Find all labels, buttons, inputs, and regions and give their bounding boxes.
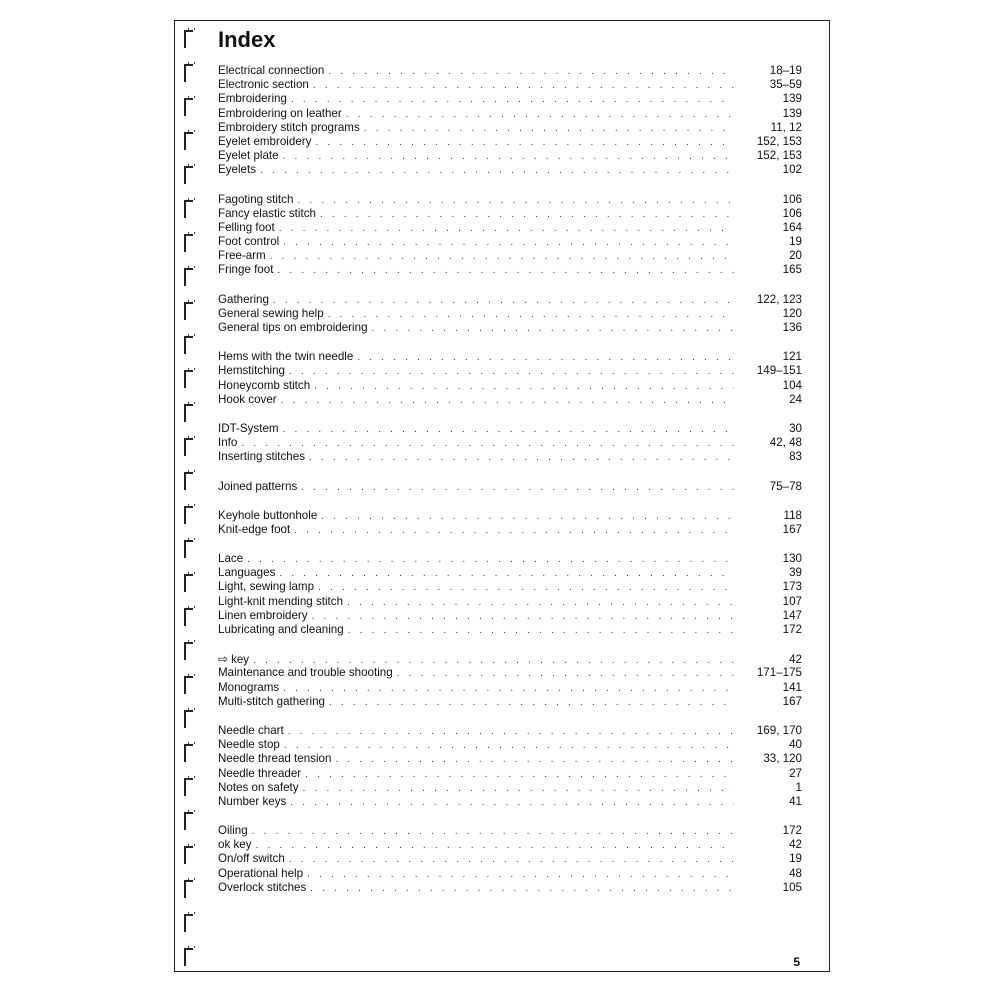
dot-leader (314, 380, 734, 394)
dot-leader (284, 739, 734, 753)
binding-margin-marks (182, 28, 196, 978)
dot-leader (289, 853, 734, 867)
margin-mark (182, 198, 194, 220)
index-term (218, 121, 364, 135)
index-entry (218, 781, 802, 795)
index-term-text: IDT-System (218, 421, 279, 435)
index-term (218, 852, 289, 866)
margin-mark (182, 776, 194, 798)
index-entry (218, 595, 802, 609)
index-term (218, 78, 313, 92)
index-pages: 39 (789, 566, 802, 580)
dot-leader (313, 79, 734, 93)
index-pages: 42, 48 (769, 436, 802, 450)
index-term (218, 609, 312, 623)
index-term (218, 623, 348, 637)
index-term (218, 263, 277, 277)
index-group (218, 480, 802, 494)
index-term-text: Hook cover (218, 392, 277, 406)
index-pages: 120 (782, 306, 802, 320)
margin-mark (182, 164, 194, 186)
index-entry (218, 523, 802, 537)
index-term-text: Light-knit mending stitch (218, 594, 344, 608)
index-term (218, 163, 260, 177)
index-entry (218, 193, 802, 207)
index-term-text: Multi-stitch gathering (218, 694, 325, 708)
index-entry (218, 609, 802, 623)
index-term-text: Hems with the twin needle (218, 350, 354, 364)
index-term-text: General tips on embroidering (218, 321, 368, 334)
index-group (218, 509, 802, 537)
index-pages: 172 (782, 623, 802, 636)
index-group (218, 422, 802, 465)
margin-mark (182, 470, 194, 492)
index-term-text: Operational help (218, 866, 304, 880)
index-term-text: Number keys (218, 794, 287, 808)
index-entry (218, 436, 802, 450)
margin-mark (182, 640, 194, 662)
index-pages: 167 (782, 694, 802, 708)
dot-leader (348, 624, 734, 638)
index-term-text: Fringe foot (218, 263, 274, 277)
index-term (218, 767, 305, 781)
dot-leader (260, 164, 734, 178)
dot-leader (312, 610, 734, 624)
index-term (218, 107, 346, 121)
index-entry (218, 623, 802, 637)
dot-leader (335, 753, 734, 767)
index-term (218, 795, 290, 809)
index-term-text: Fancy elastic stitch (218, 206, 316, 220)
margin-mark (182, 674, 194, 696)
index-term-text: Needle chart (218, 723, 284, 737)
dot-leader (321, 510, 734, 524)
index-pages: 171–175 (756, 666, 802, 680)
index-pages: 18–19 (769, 64, 802, 77)
index-term-text: Electrical connection (218, 64, 325, 77)
index-term-text: Info (218, 436, 238, 450)
index-group (218, 724, 802, 809)
margin-mark (182, 504, 194, 526)
index-pages: 35–59 (769, 78, 802, 92)
index-term (218, 824, 252, 838)
dot-leader (291, 93, 734, 107)
index-pages: 33, 120 (763, 752, 802, 766)
index-entry (218, 393, 802, 407)
index-pages: 42 (789, 653, 802, 667)
index-pages: 27 (789, 766, 802, 780)
index-entry (218, 422, 802, 436)
dot-leader (372, 322, 734, 336)
index-pages: 24 (789, 392, 802, 406)
index-pages: 172 (782, 824, 802, 838)
index-term-text: Eyelet embroidery (218, 134, 312, 148)
index-term (218, 523, 294, 537)
index-term (218, 652, 253, 667)
index-term-text: Hemstitching (218, 364, 286, 378)
index-term (218, 595, 347, 609)
index-entry (218, 235, 802, 249)
index-pages: 11, 12 (770, 120, 802, 134)
index-pages: 106 (782, 192, 802, 206)
index-entry (218, 681, 802, 695)
page-number: 5 (793, 955, 800, 969)
dot-leader (270, 250, 734, 264)
index-pages: 105 (782, 880, 802, 894)
index-entry (218, 78, 802, 92)
index-entry (218, 552, 802, 566)
dot-leader (283, 682, 734, 696)
index-term (218, 364, 289, 378)
index-term-text: Foot control (218, 235, 280, 249)
dot-leader (256, 839, 734, 853)
dot-leader (301, 481, 734, 495)
index-entry (218, 350, 802, 364)
index-entry (218, 580, 802, 594)
margin-mark (182, 538, 194, 560)
index-term (218, 480, 301, 494)
index-pages: 136 (782, 321, 802, 334)
index-entry (218, 364, 802, 378)
dot-leader (297, 194, 734, 208)
index-pages: 167 (782, 522, 802, 536)
index-term-text: Embroidering (218, 92, 287, 106)
dot-leader (328, 65, 734, 79)
index-term-text: Maintenance and trouble shooting (218, 666, 393, 680)
index-pages: 104 (782, 378, 802, 392)
dot-leader (277, 264, 734, 278)
index-pages: 122, 123 (756, 292, 802, 306)
index-term-text: Free-arm (218, 249, 266, 263)
dot-leader (328, 308, 734, 322)
index-term-text: Embroidering on leather (218, 106, 342, 120)
index-pages: 107 (782, 594, 802, 608)
index-term-text: Inserting stitches (218, 450, 305, 464)
index-term-text: Lace (218, 552, 244, 566)
index-term (218, 321, 372, 335)
margin-mark (182, 28, 194, 50)
dot-leader (397, 667, 734, 681)
margin-mark (182, 572, 194, 594)
dot-leader (320, 208, 734, 222)
index-entry (218, 752, 802, 766)
index-pages: 118 (783, 508, 802, 522)
index-term-text: Lubricating and cleaning (218, 623, 344, 636)
index-term-text: Needle thread tension (218, 752, 332, 766)
index-pages: 20 (789, 249, 802, 263)
index-term (218, 436, 241, 450)
index-list (218, 64, 802, 910)
index-entry (218, 795, 802, 809)
dot-leader (346, 108, 734, 122)
index-group (218, 64, 802, 178)
index-pages: 42 (789, 838, 802, 852)
index-entry (218, 695, 802, 709)
index-entry (218, 867, 802, 881)
index-term (218, 867, 307, 881)
index-group (218, 824, 802, 895)
index-group (218, 350, 802, 407)
index-term (218, 92, 291, 106)
margin-mark (182, 946, 194, 968)
index-term-text: Joined patterns (218, 479, 298, 493)
dot-leader (283, 236, 734, 250)
index-pages: 164 (782, 220, 802, 234)
dot-leader (329, 696, 734, 710)
index-term-text: Eyelet plate (218, 149, 279, 163)
margin-mark (182, 62, 194, 84)
index-pages: 40 (789, 738, 802, 752)
margin-mark (182, 606, 194, 628)
index-term-text: Monograms (218, 680, 280, 694)
index-pages: 75–78 (769, 479, 802, 493)
dot-leader (288, 725, 734, 739)
index-group (218, 193, 802, 278)
index-group (218, 652, 802, 709)
dot-leader (315, 136, 734, 150)
margin-mark (182, 266, 194, 288)
index-entry (218, 149, 802, 163)
index-pages: 19 (789, 852, 802, 866)
index-pages: 106 (782, 206, 802, 220)
index-entry (218, 307, 802, 321)
index-term (218, 64, 328, 78)
index-term (218, 552, 247, 566)
margin-mark (182, 708, 194, 730)
index-entry (218, 293, 802, 307)
dot-leader (364, 122, 734, 136)
index-pages: 41 (789, 794, 802, 808)
index-entry (218, 207, 802, 221)
dot-leader (294, 524, 734, 538)
index-term-text: Eyelets (218, 163, 257, 177)
index-term (218, 221, 279, 235)
dot-leader (307, 868, 734, 882)
index-group (218, 552, 802, 637)
index-term (218, 249, 270, 263)
index-entry (218, 824, 802, 838)
index-term (218, 781, 303, 795)
dot-leader (303, 782, 734, 796)
dot-leader (283, 150, 734, 164)
index-term (218, 724, 288, 738)
index-term (218, 135, 315, 149)
index-term (218, 752, 335, 766)
index-entry (218, 321, 802, 335)
index-term (218, 509, 321, 523)
dot-leader (310, 882, 734, 896)
index-entry (218, 121, 802, 135)
index-entry (218, 666, 802, 680)
index-term-text: On/off switch (218, 852, 285, 866)
dot-leader (247, 553, 734, 567)
index-term (218, 450, 309, 464)
index-pages: 139 (782, 92, 802, 106)
index-pages: 83 (789, 450, 802, 464)
index-entry (218, 738, 802, 752)
index-term-text: Oiling (218, 824, 248, 838)
index-term (218, 695, 329, 709)
index-pages: 30 (789, 421, 802, 435)
index-term (218, 566, 279, 580)
index-entry (218, 450, 802, 464)
index-term-text: Needle threader (218, 766, 302, 780)
index-pages: 1 (795, 780, 802, 794)
index-term-text: General sewing help (218, 306, 324, 320)
index-entry (218, 135, 802, 149)
index-pages: 130 (782, 552, 802, 566)
index-entry (218, 652, 802, 666)
dot-leader (309, 451, 734, 465)
dot-leader (273, 294, 734, 308)
index-term-text: ok key (218, 838, 252, 852)
index-pages: 149–151 (756, 364, 802, 378)
index-term (218, 422, 283, 436)
index-term (218, 838, 256, 852)
index-term-text: Embroidery stitch programs (218, 120, 360, 134)
margin-mark (182, 368, 194, 390)
index-term (218, 666, 397, 680)
index-term (218, 293, 273, 307)
dot-leader (279, 222, 734, 236)
index-entry (218, 566, 802, 580)
index-pages: 165 (782, 263, 802, 277)
margin-mark (182, 436, 194, 458)
margin-mark (182, 232, 194, 254)
index-term-text: Keyhole buttonhole (218, 508, 318, 522)
index-term (218, 379, 314, 393)
margin-mark (182, 130, 194, 152)
index-term (218, 738, 284, 752)
index-term (218, 307, 328, 321)
dot-leader (279, 567, 734, 581)
dot-leader (241, 437, 734, 451)
index-term-text: Light, sewing lamp (218, 580, 315, 594)
index-entry (218, 221, 802, 235)
index-pages: 19 (789, 235, 802, 249)
index-entry (218, 724, 802, 738)
margin-mark (182, 810, 194, 832)
dot-leader (281, 394, 734, 408)
index-entry (218, 107, 802, 121)
dot-leader (290, 796, 734, 810)
dot-leader (347, 596, 734, 610)
dot-leader (357, 351, 734, 365)
index-entry (218, 480, 802, 494)
index-entry (218, 767, 802, 781)
index-term-text: Linen embroidery (218, 608, 308, 622)
margin-mark (182, 912, 194, 934)
index-entry (218, 163, 802, 177)
index-entry (218, 92, 802, 106)
index-pages: 102 (782, 163, 802, 177)
dot-leader (289, 365, 734, 379)
index-term-text: Fagoting stitch (218, 192, 294, 206)
index-term-text: Notes on safety (218, 780, 299, 794)
index-pages: 121 (782, 350, 802, 364)
index-term (218, 393, 281, 407)
index-pages: 141 (782, 680, 802, 694)
index-entry (218, 838, 802, 852)
index-term-text: Languages (218, 566, 276, 580)
index-entry (218, 379, 802, 393)
margin-mark (182, 96, 194, 118)
index-term (218, 193, 297, 207)
index-pages: 173 (782, 580, 802, 594)
index-entry (218, 249, 802, 263)
index-entry (218, 881, 802, 895)
dot-leader (318, 581, 734, 595)
index-term-text: Gathering (218, 292, 269, 306)
margin-mark (182, 402, 194, 424)
index-term (218, 207, 320, 221)
arrow-key-icon: ⇨ (218, 652, 229, 667)
margin-mark (182, 742, 194, 764)
index-pages: 48 (789, 866, 802, 880)
dot-leader (305, 768, 734, 782)
index-entry (218, 64, 802, 78)
index-pages: 169, 170 (756, 723, 802, 737)
index-group (218, 293, 802, 336)
index-term-text: Felling foot (218, 220, 275, 234)
margin-mark (182, 878, 194, 900)
page-title: Index (218, 27, 276, 52)
index-term (218, 881, 310, 895)
index-term-text: Overlock stitches (218, 880, 307, 894)
index-entry (218, 852, 802, 866)
index-entry (218, 263, 802, 277)
index-term (218, 235, 283, 249)
dot-leader (283, 423, 734, 437)
index-term-text: Electronic section (218, 78, 309, 92)
index-pages: 152, 153 (756, 149, 802, 163)
margin-mark (182, 300, 194, 322)
index-pages: 152, 153 (756, 134, 802, 148)
index-term (218, 681, 283, 695)
index-term-text: Knit-edge foot (218, 522, 291, 536)
index-pages: 139 (782, 106, 802, 120)
index-term (218, 350, 357, 364)
index-term (218, 580, 318, 594)
dot-leader (252, 825, 734, 839)
index-pages: 147 (782, 608, 802, 622)
margin-mark (182, 334, 194, 356)
margin-mark (182, 844, 194, 866)
index-term-text: key (231, 653, 250, 667)
index-entry (218, 509, 802, 523)
index-term-text: Honeycomb stitch (218, 378, 311, 392)
index-term-text: Needle stop (218, 738, 280, 752)
index-term (218, 149, 283, 163)
